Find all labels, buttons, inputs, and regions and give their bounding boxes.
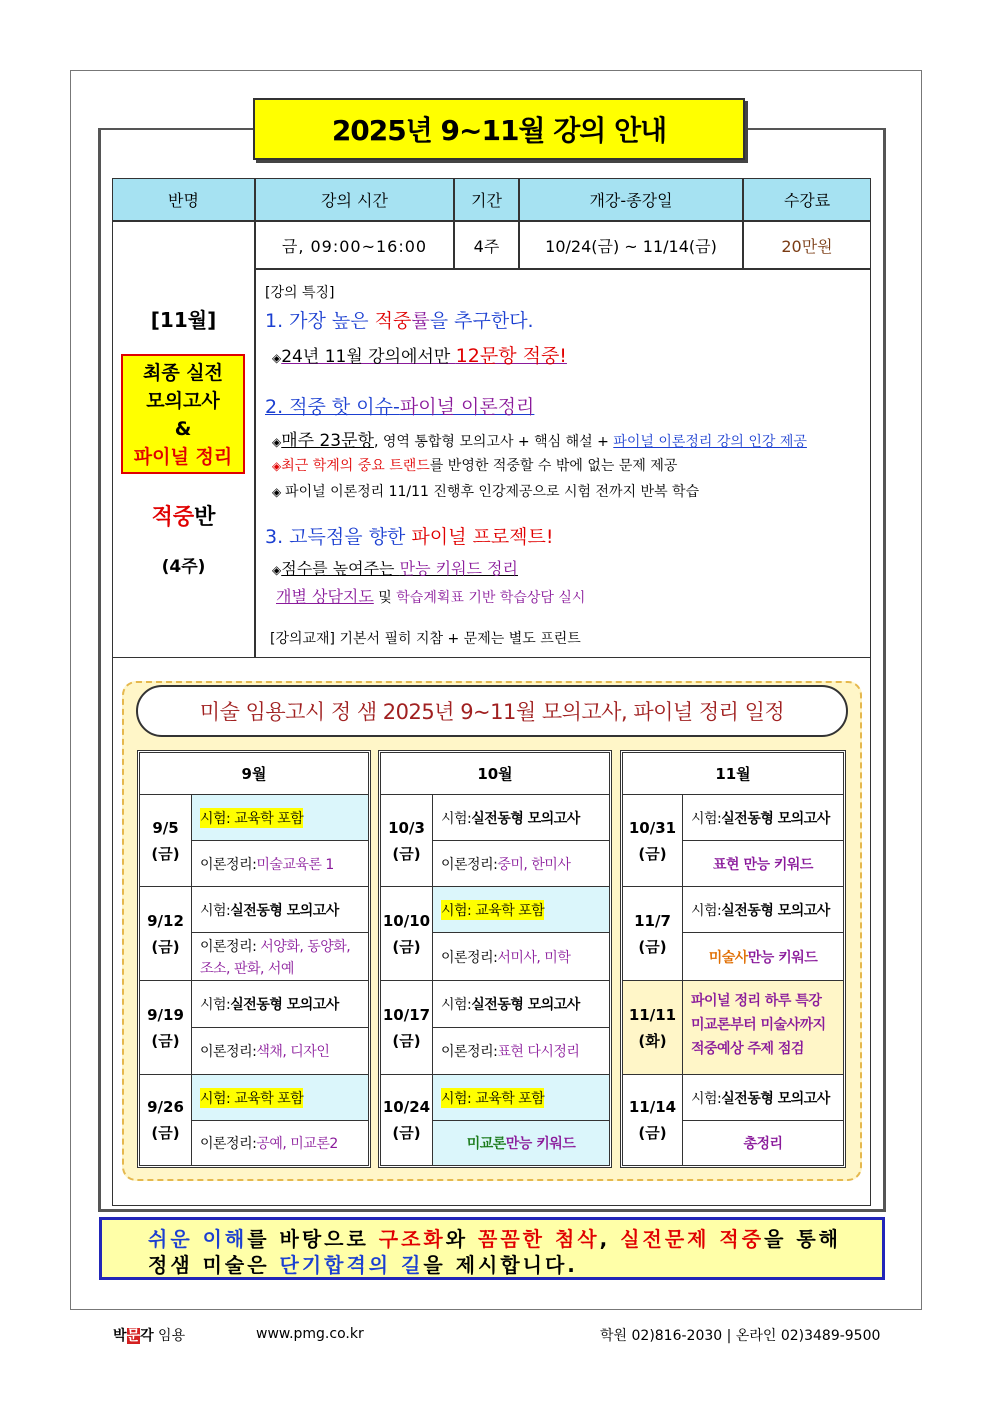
date: 10/3 — [388, 818, 425, 837]
date: 9/5 — [152, 818, 179, 837]
feature-2-sub-1 — [272, 426, 807, 451]
date-cell — [381, 1075, 433, 1165]
item-value: 조소, 판화, 서예 — [200, 961, 294, 977]
list-item — [433, 841, 609, 887]
header-dates: 개강-종강일 — [519, 178, 743, 221]
class-name-red: 적중 — [151, 505, 195, 530]
feature-2-sub-1-blue: 파이널 이론정리 강의 인강 제공 — [613, 434, 807, 450]
special-line-3: 적중예상 주제 점검 — [691, 1041, 804, 1057]
header-class: 반명 — [112, 178, 255, 221]
weekday: (금) — [392, 1124, 421, 1142]
date-cell — [623, 1075, 683, 1165]
feature-1 — [265, 306, 534, 333]
item-value: 표현 만능 키워드 — [713, 856, 813, 873]
feature-3-num: 3. 고득점을 향한 — [265, 526, 412, 548]
date: 10/24 — [382, 1098, 431, 1116]
item-value: 실전동형 모의고사 — [471, 997, 580, 1013]
slogan-part: 와 — [445, 1227, 479, 1251]
lecture-material: [강의교재] 기본서 필히 지참 + 문제는 별도 프린트 — [270, 631, 581, 647]
date: 10/17 — [382, 1005, 431, 1024]
item-label: 시험: — [200, 997, 231, 1013]
date-cell — [381, 981, 433, 1075]
item-label: 이론정리: — [441, 1044, 498, 1060]
feature-2-num: 2. 적중 핫 이슈- — [265, 396, 400, 418]
class-column — [112, 221, 255, 658]
feature-1-sub — [272, 341, 567, 368]
date: 10/10 — [382, 911, 431, 930]
weekday: (금) — [151, 937, 180, 956]
item-label: 이론정리: — [200, 856, 257, 873]
feature-1-purple: 률 — [411, 310, 430, 332]
list-item — [192, 981, 368, 1028]
weekday: (금) — [638, 1124, 667, 1142]
logo-part: 박 — [113, 1328, 127, 1344]
class-month: [11월] — [150, 308, 217, 332]
item-label: 이론정리: — [200, 1136, 257, 1152]
feature-2-underline — [265, 396, 534, 418]
slogan-line-1 — [148, 1226, 882, 1252]
feature-3-sub-2 — [276, 584, 585, 607]
item-value: 실전동형 모의고사 — [721, 810, 830, 827]
header-period: 기간 — [454, 178, 519, 221]
item-value: 미술교육론 1 — [256, 856, 334, 873]
item-value: 공예, 미교론2 — [256, 1136, 338, 1152]
page-title: 2025년 9~11월 강의 안내 — [331, 114, 667, 147]
feature-3-sub-2-b: 및 — [373, 590, 397, 606]
list-item — [433, 1028, 609, 1075]
feature-1-sub-red: 12문항 적중! — [455, 345, 567, 367]
diamond-icon: ◈ — [272, 485, 286, 499]
item-value-green: 미교론 — [466, 1136, 506, 1152]
feature-3-sub-2-purple2: 학습계획표 기반 학습상담 실시 — [396, 590, 586, 606]
list-item — [683, 887, 843, 933]
feature-2-sub-2 — [272, 455, 677, 475]
month-sep-head: 9월 — [140, 753, 368, 795]
slogan-part: 꼼꼼한 첨삭 — [478, 1227, 600, 1251]
month-oct-head: 10월 — [381, 753, 609, 795]
feature-1-sub-a: 24년 11월 강의에서만 — [281, 347, 456, 367]
feature-3-sub-1-underline — [281, 559, 518, 578]
slogan-part: 정샘 미술은 — [148, 1253, 280, 1277]
date-cell — [381, 887, 433, 981]
header-time: 강의 시간 — [255, 178, 454, 221]
feature-3-sub-2-purple1: 개별 상담지도 — [276, 587, 374, 606]
item-label: 이론정리: — [200, 939, 261, 955]
features-cell — [255, 269, 871, 658]
item-value-purple: 만능 키워드 — [747, 949, 818, 966]
diamond-icon: ◈ — [272, 459, 282, 473]
item-text: 시험: 교육학 포함 — [441, 900, 544, 920]
date: 11/14 — [628, 1098, 677, 1116]
item-value: 표현 다시정리 — [497, 1044, 580, 1060]
item-value: 실전동형 모의고사 — [721, 1090, 830, 1107]
header-fee: 수강료 — [743, 178, 871, 221]
feature-2-sub-1-a: 매주 23문항 — [281, 431, 374, 451]
month-nov — [620, 750, 846, 1168]
date: 11/7 — [634, 911, 671, 930]
slogan-part: 단기합격의 길 — [279, 1253, 424, 1277]
lecture-dates: 10/24(금) ~ 11/14(금) — [519, 221, 743, 269]
feature-3-sub-1-a: 점수를 높여주는 — [281, 559, 400, 578]
date-cell — [623, 981, 683, 1075]
weekday: (금) — [392, 844, 421, 863]
item-value-purple: 만능 키워드 — [505, 1136, 576, 1152]
weekday: (금) — [638, 844, 667, 863]
slogan-part: 쉬운 이해 — [148, 1227, 248, 1251]
logo-part: 각 — [140, 1328, 154, 1344]
weekday: (금) — [151, 1124, 180, 1142]
item-label: 시험: — [691, 1090, 722, 1107]
date: 9/19 — [147, 1005, 184, 1024]
date-cell — [381, 795, 433, 887]
feature-1-rest: 을 추구한다. — [429, 310, 534, 332]
weekday: (금) — [151, 1031, 180, 1050]
item-value: 중미, 한미사 — [497, 856, 571, 873]
logo-part: 문 — [126, 1328, 141, 1344]
list-item — [433, 795, 609, 841]
diamond-icon: ◈ — [272, 351, 282, 365]
list-item — [192, 841, 368, 887]
month-oct — [378, 750, 612, 1168]
logo-part: 임용 — [153, 1328, 186, 1344]
item-value: 총정리 — [743, 1136, 783, 1152]
list-item — [683, 933, 843, 981]
diamond-icon: ◈ — [272, 563, 282, 577]
date: 10/31 — [628, 818, 677, 837]
item-value: 실전동형 모의고사 — [230, 997, 339, 1013]
features-label: [강의 특징] — [265, 285, 335, 301]
feature-2-sub-3-text: 파이널 이론정리 11/11 진행후 인강제공으로 시험 전까지 반복 학습 — [285, 484, 700, 500]
feature-2-sub-2-b: 를 반영한 적중할 수 밖에 없는 문제 제공 — [429, 458, 678, 474]
date-cell — [140, 887, 192, 981]
list-item — [433, 933, 609, 981]
list-item — [433, 887, 609, 933]
item-value-orange: 미술사 — [708, 949, 748, 966]
feature-3 — [265, 522, 554, 549]
special-line-1: 파이널 정리 하루 특강 — [691, 993, 822, 1009]
phone-numbers: 학원 02)816-2030 | 온라인 02)3489-9500 — [600, 1328, 881, 1344]
weekday: (금) — [392, 1031, 421, 1050]
item-value: 색채, 디자인 — [256, 1044, 330, 1060]
item-label: 시험: — [200, 902, 231, 919]
weekday: (금) — [392, 937, 421, 956]
date-cell — [140, 1075, 192, 1165]
list-item — [683, 1121, 843, 1165]
slogan-part: 를 바탕으로 — [247, 1227, 379, 1251]
item-value: 실전동형 모의고사 — [230, 902, 339, 919]
schedule-title: 미술 임용고시 정 샘 2025년 9~11월 모의고사, 파이널 정리 일정 — [136, 685, 848, 737]
item-label: 시험: — [441, 997, 472, 1013]
special-lecture — [683, 981, 843, 1075]
feature-2-purple: 파이널 이론정리 — [399, 396, 535, 418]
list-item — [192, 1075, 368, 1121]
item-value: 서미사, 미학 — [497, 949, 571, 966]
special-line-2: 미교론부터 미술사까지 — [691, 1017, 826, 1033]
list-item — [192, 933, 368, 981]
date-cell — [623, 795, 683, 887]
feature-2-sub-3 — [272, 481, 699, 501]
lecture-period: 4주 — [454, 221, 519, 269]
item-value: 실전동형 모의고사 — [721, 902, 830, 919]
lecture-fee: 20만원 — [743, 221, 871, 269]
item-text: 시험: 교육학 포함 — [200, 808, 303, 828]
weekday: (금) — [151, 844, 180, 863]
item-value: 서양화, 동양화, — [260, 939, 351, 955]
slogan-box — [99, 1217, 885, 1280]
list-item — [683, 1075, 843, 1121]
item-label: 이론정리: — [441, 856, 498, 873]
date: 9/26 — [147, 1098, 184, 1116]
item-label: 이론정리: — [200, 1044, 257, 1060]
feature-2-sub-2-red: 최근 학계의 중요 트랜드 — [281, 458, 430, 474]
list-item — [192, 887, 368, 933]
final-line-4: 파이널 정리 — [133, 446, 233, 468]
date-cell — [140, 795, 192, 887]
list-item — [683, 841, 843, 887]
feature-2-sub-1-b: , 영역 통합형 모의고사 + 핵심 해설 + — [373, 434, 614, 450]
slogan-part: 구조화 — [378, 1227, 446, 1251]
list-item — [192, 795, 368, 841]
final-box — [121, 354, 245, 474]
list-item — [433, 981, 609, 1028]
lecture-time: 금, 09:00~16:00 — [255, 221, 454, 269]
date-cell — [623, 887, 683, 981]
slogan-part: 실전문제 적중 — [620, 1227, 765, 1251]
date-cell — [140, 981, 192, 1075]
weekday: (금) — [638, 937, 667, 956]
list-item — [192, 1028, 368, 1075]
item-label: 시험: — [691, 810, 722, 827]
feature-1-red: 적중 — [374, 310, 412, 332]
item-label: 시험: — [441, 810, 472, 827]
feature-3-sub-1-purple: 만능 키워드 정리 — [399, 559, 518, 578]
feature-1-num: 1. 가장 높은 — [265, 310, 375, 332]
item-value: 실전동형 모의고사 — [471, 810, 580, 827]
list-item — [433, 1075, 609, 1121]
slogan-part: , — [599, 1227, 621, 1251]
feature-3-red: 파이널 프로젝트! — [411, 526, 554, 548]
weekday: (화) — [638, 1031, 667, 1050]
month-nov-head: 11월 — [623, 753, 843, 795]
final-amp: & — [174, 418, 192, 440]
date: 9/12 — [147, 911, 184, 930]
website-link[interactable]: www.pmg.co.kr — [256, 1326, 364, 1342]
date: 11/11 — [628, 1005, 677, 1024]
item-text: 시험: 교육학 포함 — [200, 1088, 303, 1108]
class-name-black: 반 — [194, 505, 216, 530]
slogan-part: 을 통해 — [764, 1227, 842, 1251]
list-item — [192, 1121, 368, 1165]
final-line-2: 모의고사 — [146, 390, 220, 412]
feature-3-sub-1 — [272, 556, 518, 579]
item-text: 시험: 교육학 포함 — [441, 1088, 544, 1108]
month-sep — [137, 750, 371, 1168]
final-line-1: 최종 실전 — [142, 362, 224, 384]
slogan-part: 을 제시합니다. — [423, 1253, 578, 1277]
class-name — [113, 500, 254, 531]
slogan-line-2 — [148, 1252, 882, 1278]
list-item — [433, 1121, 609, 1165]
diamond-icon: ◈ — [272, 435, 282, 449]
class-weeks: (4주) — [161, 557, 206, 577]
feature-1-sub-underline — [281, 347, 567, 367]
item-label: 이론정리: — [441, 949, 498, 966]
list-item — [683, 795, 843, 841]
feature-2 — [265, 392, 534, 419]
logo — [113, 1325, 185, 1345]
page-title-box — [253, 98, 745, 160]
item-label: 시험: — [691, 902, 722, 919]
